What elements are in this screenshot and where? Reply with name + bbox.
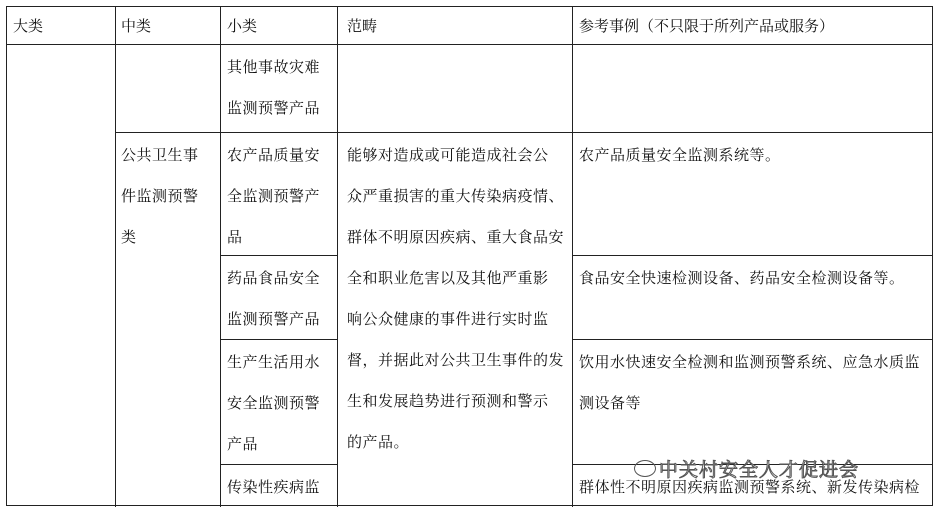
examples-cell: 农产品质量安全监测系统等。	[579, 146, 781, 164]
wechat-icon	[634, 460, 656, 477]
header-scope: 范畴	[347, 17, 378, 35]
subcategory-cell: 生产生活用水 安全监测预警 产品	[227, 353, 321, 453]
column-divider	[115, 7, 116, 507]
header-major-category: 大类	[13, 17, 44, 35]
watermark-text: 中关村安全人才促进会	[659, 459, 860, 481]
examples-cell: 食品安全快速检测设备、药品安全检测设备等。	[579, 269, 905, 287]
row-divider	[572, 255, 932, 256]
subcategory-cell: 药品食品安全 监测预警产品	[227, 269, 321, 328]
scope-cell: 能够对造成或可能造成社会公 众严重损害的重大传染病疫情、 群体不明原因疾病、重大食品安 全和职业危害以及其他严重影 响公众健康的事件进行实时监 督，并据此对公共卫生事件的发 生和发展趋势进行预测和警示 的产品。	[347, 146, 565, 451]
subcategory-cell: 传染性疾病监	[227, 478, 321, 496]
row-divider	[7, 44, 932, 45]
header-mid-category: 中类	[121, 17, 152, 35]
category-table	[6, 6, 933, 506]
examples-cell: 群体性不明原因疾病监测预警系统、新发传染病检	[579, 478, 921, 496]
header-subcategory: 小类	[227, 17, 258, 35]
mid-category-cell: 公共卫生事 件监测预警 类	[121, 146, 199, 246]
watermark	[634, 455, 859, 482]
row-divider	[572, 339, 932, 340]
examples-cell: 饮用水快速安全检测和监测预警系统、应急水质监 测设备等	[579, 353, 921, 412]
subcategory-cell: 农产品质量安 全监测预警产 品	[227, 146, 321, 246]
prev-subcategory-cell: 其他事故灾难 监测预警产品	[227, 58, 321, 117]
header-examples: 参考事例（不只限于所列产品或服务）	[579, 17, 835, 35]
row-divider	[115, 132, 932, 133]
